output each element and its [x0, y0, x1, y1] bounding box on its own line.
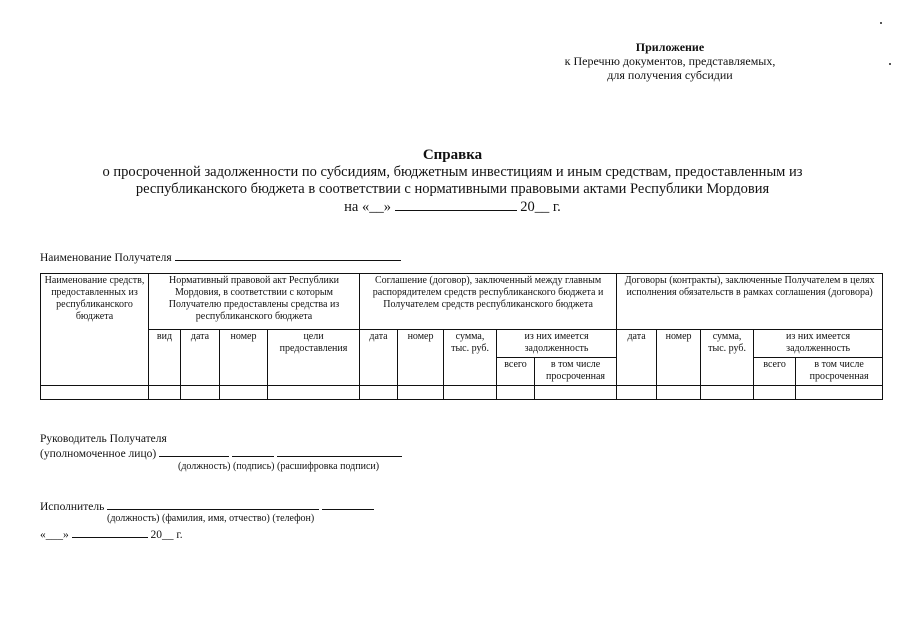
col-agr-debt-overdue: в том числе просроченная: [535, 358, 617, 386]
table-cell[interactable]: [617, 386, 657, 400]
phone-blank: [322, 499, 374, 510]
recipient-label: Наименование Получателя: [40, 252, 172, 264]
table-cell[interactable]: [220, 386, 268, 400]
executor-date: [40, 527, 183, 542]
title-line: республиканского бюджета в соответствии с нормативными правовыми актами Республики Мордовия: [135, 181, 770, 197]
table-cell[interactable]: [444, 386, 497, 400]
appendix-note: [520, 40, 820, 82]
position-blank: [159, 446, 229, 457]
col-agr-amount: сумма, тыс. руб.: [444, 330, 497, 386]
col-con-date: дата: [617, 330, 657, 386]
scan-speck: [880, 22, 882, 24]
table-cell[interactable]: [657, 386, 701, 400]
name-blank: [277, 446, 402, 457]
recipient-line: [40, 250, 401, 265]
group-agreement: Соглашение (договор), заключенный между главным распорядителем средств республиканского бюджета и Получателем средств республиканского бюджета: [360, 274, 617, 330]
col-agr-date: дата: [360, 330, 398, 386]
title-heading: Справка: [422, 147, 483, 163]
table-cell[interactable]: [360, 386, 398, 400]
appendix-line: для получения субсидии: [607, 68, 733, 82]
head-caption: (должность) (подпись) (расшифровка подписи): [178, 461, 380, 472]
executor-line: [40, 499, 374, 514]
col-con-debt-total: всего: [754, 358, 796, 386]
group-legal-act: Нормативный правовой акт Республики Мордовия, в соответствии с которым Получателю предоставлены средства из республиканского бюджета: [149, 274, 360, 330]
table-cell[interactable]: [398, 386, 444, 400]
executor-date-prefix: «___»: [40, 529, 69, 541]
signature-blank: [232, 446, 274, 457]
table-cell[interactable]: [754, 386, 796, 400]
col-agr-debt: из них имеется задолженность: [497, 330, 617, 358]
col-act-number: номер: [220, 330, 268, 386]
table-cell[interactable]: [268, 386, 360, 400]
col-agr-number: номер: [398, 330, 444, 386]
title-date: [60, 198, 845, 216]
group-contracts: Договоры (контракты), заключенные Получателем в целях исполнения обязательств в рамках соглашения (договора): [617, 274, 883, 330]
document-title: [60, 147, 845, 216]
executor-date-blank: [72, 527, 148, 538]
executor-caption: (должность) (фамилия, имя, отчество) (телефон): [107, 513, 315, 524]
debt-table: [40, 273, 883, 400]
col-act-type: вид: [149, 330, 181, 386]
table-row: [41, 386, 883, 400]
col-fund-name: Наименование средств, предоставленных из республиканского бюджета: [41, 274, 149, 386]
executor-label: Исполнитель: [40, 501, 105, 513]
table-cell[interactable]: [535, 386, 617, 400]
table-cell[interactable]: [181, 386, 220, 400]
head-title: Руководитель Получателя: [40, 433, 167, 445]
head-signature-block: [40, 432, 402, 461]
col-con-number: номер: [657, 330, 701, 386]
date-blank: [395, 198, 517, 211]
col-agr-debt-total: всего: [497, 358, 535, 386]
date-prefix: на «__»: [344, 199, 391, 215]
col-act-date: дата: [181, 330, 220, 386]
recipient-blank: [175, 250, 401, 261]
head-subtitle-line: [40, 446, 402, 461]
scan-speck: [889, 63, 891, 65]
appendix-line: к Перечню документов, представляемых,: [564, 54, 776, 68]
col-con-amount: сумма, тыс. руб.: [701, 330, 754, 386]
table-cell[interactable]: [149, 386, 181, 400]
appendix-title: Приложение: [635, 40, 705, 54]
head-subtitle: (уполномоченное лицо): [40, 448, 157, 460]
table-cell[interactable]: [497, 386, 535, 400]
col-con-debt-overdue: в том числе просроченная: [796, 358, 883, 386]
date-year: 20__ г.: [520, 199, 561, 215]
executor-date-year: 20__ г.: [150, 529, 183, 541]
executor-blank: [107, 499, 319, 510]
title-line: о просроченной задолженности по субсидиям, бюджетным инвестициям и иным средствам, предоставленным из: [102, 164, 803, 180]
table-cell[interactable]: [701, 386, 754, 400]
table-cell[interactable]: [796, 386, 883, 400]
col-act-purpose: цели предоставления: [268, 330, 360, 386]
table-cell[interactable]: [41, 386, 149, 400]
col-con-debt: из них имеется задолженность: [754, 330, 883, 358]
